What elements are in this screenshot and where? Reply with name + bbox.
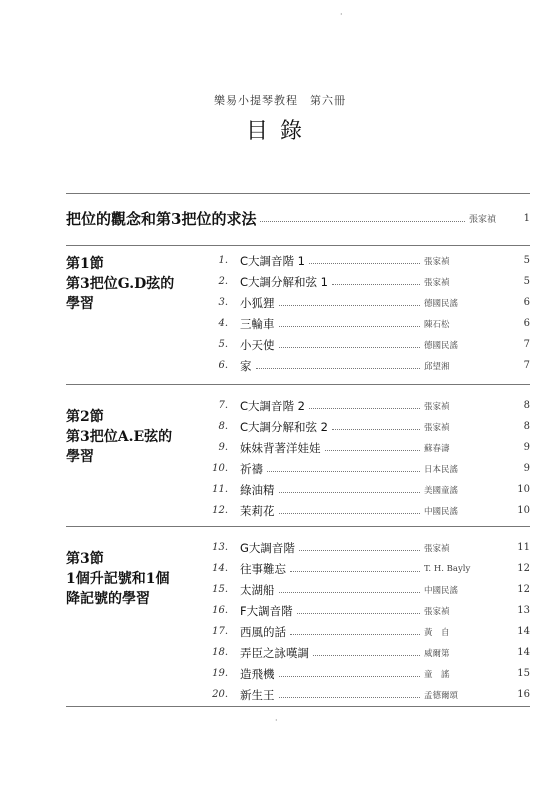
item-title: 茉莉花 — [240, 503, 275, 518]
toc-row[interactable] — [206, 437, 530, 458]
toc-row[interactable] — [206, 250, 530, 271]
section-1-items — [206, 250, 530, 376]
item-composer: 日本民謠 — [424, 464, 459, 475]
leader-dots — [313, 655, 420, 656]
section-2-label: 第2節 — [66, 409, 104, 425]
item-composer: 蘇春濤 — [424, 443, 450, 454]
leader-dots — [325, 450, 421, 451]
toc-row[interactable] — [206, 684, 530, 705]
item-page: 7 — [523, 360, 530, 371]
leader-dots — [279, 305, 421, 306]
section-1-heading — [66, 254, 206, 314]
item-composer: 黃 自 — [424, 627, 450, 638]
item-title: 綠油精 — [240, 482, 275, 497]
item-number: 6. — [218, 360, 228, 371]
item-title: 西風的話 — [240, 624, 286, 639]
scan-mark: · — [340, 10, 343, 19]
item-page: 6 — [523, 318, 530, 329]
item-composer: 陳石松 — [424, 319, 450, 330]
divider — [66, 245, 530, 246]
item-number: 11. — [212, 484, 228, 495]
toc-row[interactable] — [206, 458, 530, 479]
toc-row[interactable] — [206, 416, 530, 437]
item-composer: 邱望湘 — [424, 361, 450, 372]
item-page: 8 — [523, 421, 530, 432]
item-title: C大調音階 2 — [240, 398, 306, 413]
scan-mark: · — [275, 716, 278, 725]
leader-dots — [332, 284, 420, 285]
item-composer: 張家禎 — [424, 256, 450, 267]
item-number: 8. — [218, 421, 228, 432]
item-number: 15. — [212, 584, 228, 595]
item-composer: 美國童謠 — [424, 485, 459, 496]
leader-dots — [279, 697, 421, 698]
item-title: 妹妹背著洋娃娃 — [240, 440, 321, 455]
intro-page: 1 — [523, 212, 530, 224]
toc-row[interactable] — [206, 600, 530, 621]
section-3-topic-line1: 1個升記號和1個 — [66, 571, 170, 587]
item-page: 5 — [523, 255, 530, 266]
item-title: 往事難忘 — [240, 561, 286, 576]
item-title: 小狐狸 — [240, 295, 275, 310]
intro-title: 把位的觀念和第3把位的求法 — [66, 209, 257, 228]
item-title: 太湖船 — [240, 582, 275, 597]
toc-row[interactable] — [206, 537, 530, 558]
item-page: 9 — [523, 463, 530, 474]
item-number: 19. — [212, 668, 228, 679]
section-1-topic-line1: 第3把位G.D弦的 — [66, 276, 175, 292]
divider — [66, 706, 530, 707]
leader-dots — [260, 221, 465, 222]
item-page: 14 — [517, 626, 530, 637]
leader-dots — [297, 613, 420, 614]
item-number: 2. — [218, 276, 228, 287]
leader-dots — [290, 571, 420, 572]
item-number: 7. — [218, 400, 228, 411]
item-composer: 中國民謠 — [424, 506, 459, 517]
section-1 — [66, 250, 530, 376]
leader-dots — [309, 408, 420, 409]
item-number: 14. — [212, 563, 228, 574]
intro-entry[interactable] — [66, 208, 530, 228]
toc-row[interactable] — [206, 271, 530, 292]
item-composer: 德國民謠 — [424, 340, 459, 351]
divider — [66, 384, 530, 385]
item-page: 14 — [517, 647, 530, 658]
item-number: 16. — [212, 605, 228, 616]
item-composer: 威爾第 — [424, 648, 450, 659]
section-2-topic-line2: 學習 — [66, 449, 94, 465]
toc-row[interactable] — [206, 313, 530, 334]
item-page: 15 — [517, 668, 530, 679]
item-page: 13 — [517, 605, 530, 616]
item-title: C大調音階 1 — [240, 253, 306, 268]
toc-row[interactable] — [206, 558, 530, 579]
toc-row[interactable] — [206, 642, 530, 663]
toc-row[interactable] — [206, 292, 530, 313]
item-number: 3. — [218, 297, 228, 308]
leader-dots — [279, 513, 421, 514]
item-composer: 張家禎 — [424, 401, 450, 412]
leader-dots — [299, 550, 420, 551]
section-3 — [66, 537, 530, 705]
leader-dots — [279, 326, 421, 327]
item-page: 11 — [517, 542, 530, 553]
divider — [66, 193, 530, 194]
item-number: 1. — [218, 255, 228, 266]
section-2-heading — [66, 407, 206, 467]
item-page: 6 — [523, 297, 530, 308]
item-number: 17. — [212, 626, 228, 637]
item-page: 12 — [517, 584, 530, 595]
toc-row[interactable] — [206, 579, 530, 600]
item-composer: T. H. Bayly — [424, 563, 471, 574]
item-composer: 中國民謠 — [424, 585, 459, 596]
item-composer: 張家禎 — [424, 277, 450, 288]
toc-row[interactable] — [206, 479, 530, 500]
item-title: C大調分解和弦 1 — [240, 274, 329, 289]
item-composer: 孟德爾頌 — [424, 690, 459, 701]
item-page: 8 — [523, 400, 530, 411]
item-composer: 張家禎 — [424, 422, 450, 433]
item-number: 4. — [218, 318, 228, 329]
item-page: 12 — [517, 563, 530, 574]
toc-row[interactable] — [206, 334, 530, 355]
section-1-topic-line2: 學習 — [66, 296, 94, 312]
item-page: 7 — [523, 339, 530, 350]
leader-dots — [309, 263, 420, 264]
item-title: 造飛機 — [240, 666, 275, 681]
section-3-topic-line2: 降記號的學習 — [66, 591, 150, 607]
series-header: 樂易小提琴教程 第六冊 — [214, 94, 346, 107]
page-title: 目錄 — [245, 119, 314, 144]
section-3-heading — [66, 549, 206, 609]
item-number: 9. — [218, 442, 228, 453]
section-2-topic-line1: 第3把位A.E弦的 — [66, 429, 173, 445]
divider — [66, 526, 530, 527]
leader-dots — [279, 492, 421, 493]
item-page: 16 — [517, 689, 530, 700]
section-1-label: 第1節 — [66, 256, 104, 272]
item-title: G大調音階 — [240, 540, 295, 555]
item-title: 祈禱 — [240, 461, 263, 476]
item-title: C大調分解和弦 2 — [240, 419, 329, 434]
leader-dots — [290, 634, 420, 635]
section-3-items — [206, 537, 530, 705]
toc-row[interactable] — [206, 355, 530, 376]
item-title: F大調音階 — [240, 603, 293, 618]
item-composer: 德國民謠 — [424, 298, 459, 309]
leader-dots — [267, 471, 420, 472]
item-number: 18. — [212, 647, 228, 658]
leader-dots — [279, 592, 421, 593]
item-number: 20. — [212, 689, 228, 700]
leader-dots — [279, 347, 421, 348]
item-page: 10 — [517, 505, 530, 516]
toc-row[interactable] — [206, 663, 530, 684]
item-page: 9 — [523, 442, 530, 453]
leader-dots — [332, 429, 420, 430]
item-page: 10 — [517, 484, 530, 495]
item-number: 10. — [212, 463, 228, 474]
item-number: 13. — [212, 542, 228, 553]
item-composer: 張家禎 — [424, 606, 450, 617]
item-page: 5 — [523, 276, 530, 287]
item-number: 12. — [212, 505, 228, 516]
item-number: 5. — [218, 339, 228, 350]
section-2 — [66, 395, 530, 521]
item-title: 新生王 — [240, 687, 275, 702]
item-title: 弄臣之詠嘆調 — [240, 645, 309, 660]
item-title: 三輪車 — [240, 316, 275, 331]
toc-row[interactable] — [206, 500, 530, 521]
section-3-label: 第3節 — [66, 551, 104, 567]
item-composer: 童 謠 — [424, 669, 450, 680]
section-2-items — [206, 395, 530, 521]
leader-dots — [279, 676, 421, 677]
toc-row[interactable] — [206, 395, 530, 416]
item-title: 家 — [240, 358, 252, 373]
leader-dots — [256, 368, 421, 369]
toc-row[interactable] — [206, 621, 530, 642]
item-composer: 張家禎 — [424, 543, 450, 554]
intro-composer: 張家禎 — [468, 214, 496, 225]
item-title: 小天使 — [240, 337, 275, 352]
